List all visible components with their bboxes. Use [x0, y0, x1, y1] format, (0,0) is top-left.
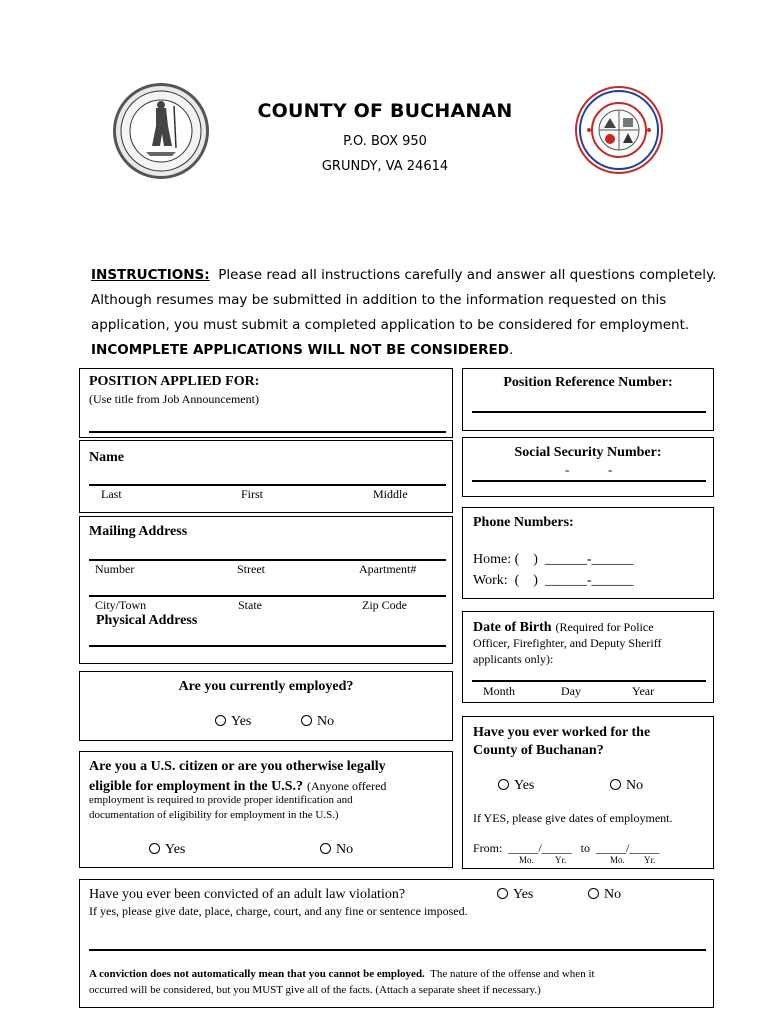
conviction-question: Have you ever been convicted of an adult law violation?	[89, 887, 406, 902]
instructions-warning-end: .	[508, 342, 514, 358]
instructions-line-1	[91, 263, 751, 288]
worked-yes-option[interactable]	[498, 778, 534, 794]
name-first-label: First	[241, 487, 264, 501]
mailing-apartment-label: Apartment#	[359, 562, 417, 576]
mailing-city-label: City/Town	[95, 598, 147, 612]
instructions-line-3: application, you must submit a completed application to be considered for employment.	[91, 317, 690, 333]
mailing-line-2[interactable]	[89, 595, 446, 597]
phone-work-field[interactable]: Work: ( ) ______-______	[473, 573, 634, 588]
worked-yr-1: Yr.	[555, 855, 567, 865]
dob-note-1: (Required for Police	[555, 620, 654, 634]
worked-question-2: County of Buchanan?	[473, 743, 604, 758]
reference-label: Position Reference Number:	[503, 375, 673, 390]
name-last-label: Last	[101, 487, 122, 501]
employed-no-option[interactable]	[301, 714, 334, 730]
name-input-line[interactable]	[89, 484, 446, 486]
phone-home-field[interactable]: Home: ( ) ______-______	[473, 552, 634, 567]
citizen-box	[79, 751, 453, 868]
dob-box	[462, 611, 714, 703]
ssn-label: Social Security Number:	[514, 445, 662, 460]
buchanan-county-seal	[575, 86, 663, 174]
phone-box	[462, 507, 714, 599]
worked-county-box	[462, 716, 714, 869]
citizen-no-label: No	[336, 842, 354, 857]
employed-no-label: No	[317, 714, 335, 729]
address-line-2: GRUNDY, VA 24614	[321, 159, 449, 174]
citizen-note-inline: (Anyone offered	[307, 779, 387, 793]
page-title: COUNTY OF BUCHANAN	[257, 100, 513, 122]
position-applied-box	[79, 368, 453, 438]
dob-note-2: Officer, Firefighter, and Deputy Sheriff	[473, 636, 662, 650]
citizen-yes-radio[interactable]	[149, 843, 160, 854]
instructions-warning: INCOMPLETE APPLICATIONS WILL NOT BE CONSIDERED	[91, 342, 509, 358]
dob-year-label: Year	[632, 684, 655, 698]
mailing-zip-label: Zip Code	[362, 598, 407, 612]
dob-input-line[interactable]	[472, 680, 706, 682]
citizen-yes-label: Yes	[165, 842, 186, 857]
worked-mo-2: Mo.	[610, 855, 625, 865]
employed-no-radio[interactable]	[301, 715, 312, 726]
name-box	[79, 440, 453, 513]
ssn-dash-2: -	[608, 462, 613, 477]
dob-label: Date of Birth	[473, 620, 552, 635]
citizen-note-2: employment is required to provide proper identification and	[89, 794, 353, 806]
phone-label: Phone Numbers:	[473, 515, 574, 530]
address-box	[79, 516, 453, 664]
conviction-statement	[89, 966, 706, 998]
conviction-no-radio[interactable]	[588, 888, 599, 899]
conviction-no-label: No	[604, 887, 622, 902]
ssn-dash-1: -	[565, 462, 570, 477]
worked-no-radio[interactable]	[610, 779, 621, 790]
worked-yes-label: Yes	[514, 778, 535, 793]
employed-box	[79, 671, 453, 741]
citizen-question-2-line	[89, 777, 386, 795]
conviction-input-line[interactable]	[89, 949, 706, 951]
name-label: Name	[89, 450, 124, 465]
worked-yes-radio[interactable]	[498, 779, 509, 790]
mailing-line-1[interactable]	[89, 559, 446, 561]
conviction-yes-radio[interactable]	[497, 888, 508, 899]
ssn-box	[462, 437, 714, 497]
conviction-yes-label: Yes	[513, 887, 534, 902]
employed-yes-radio[interactable]	[215, 715, 226, 726]
citizen-yes-option[interactable]	[149, 842, 185, 858]
employed-yes-label: Yes	[231, 714, 252, 729]
reference-input-line[interactable]	[472, 411, 706, 413]
dob-label-block	[473, 619, 708, 667]
worked-question-1: Have you ever worked for the	[473, 725, 651, 740]
instructions-line-2: Although resumes may be submitted in addition to the information requested on this	[91, 292, 667, 308]
physical-address-label: Physical Address	[96, 613, 198, 628]
position-label: POSITION APPLIED FOR:	[89, 374, 260, 389]
instructions-block	[91, 263, 751, 363]
worked-no-label: No	[626, 778, 644, 793]
worked-mo-1: Mo.	[519, 855, 534, 865]
physical-address-line[interactable]	[89, 645, 446, 647]
citizen-no-option[interactable]	[320, 842, 353, 858]
citizen-question-2: eligible for employment in the U.S.?	[89, 779, 304, 794]
conviction-bold-statement: A conviction does not automatically mean that you cannot be employed.	[89, 968, 425, 980]
instructions-label: INSTRUCTIONS:	[91, 267, 210, 283]
conviction-statement-rest: The nature of the offense and when it	[430, 968, 595, 980]
dob-month-label: Month	[483, 684, 516, 698]
mailing-street-label: Street	[237, 562, 265, 576]
position-input-line[interactable]	[89, 431, 446, 433]
mailing-state-label: State	[238, 598, 262, 612]
conviction-no-option[interactable]	[588, 887, 621, 903]
worked-no-option[interactable]	[610, 778, 643, 794]
conviction-statement-line-2: occurred will be considered, but you MUST give all of the facts. (Attach a separate sheet if necessary.)	[89, 984, 541, 996]
mailing-number-label: Number	[95, 562, 135, 576]
employed-question: Are you currently employed?	[178, 679, 354, 694]
position-note: (Use title from Job Announcement)	[89, 392, 259, 406]
conviction-note: If yes, please give date, place, charge, court, and any fine or sentence imposed.	[89, 904, 468, 918]
citizen-question-1: Are you a U.S. citizen or are you otherwise legally	[89, 759, 386, 774]
worked-from-field[interactable]: From: _____/_____ to _____/_____	[473, 841, 660, 855]
ssn-input-line[interactable]	[472, 480, 706, 482]
citizen-note-3: documentation of eligibility for employment in the U.S.)	[89, 809, 339, 821]
conviction-box	[79, 879, 714, 1008]
citizen-no-radio[interactable]	[320, 843, 331, 854]
name-middle-label: Middle	[373, 487, 408, 501]
dob-note-3: applicants only):	[473, 652, 554, 666]
instructions-text-1: Please read all instructions carefully and answer all questions completely.	[218, 267, 717, 283]
instructions-warning-line	[91, 338, 751, 363]
conviction-yes-option[interactable]	[497, 887, 533, 903]
worked-dates-note: If YES, please give dates of employment.	[473, 811, 673, 825]
dob-day-label: Day	[561, 684, 581, 698]
employed-yes-option[interactable]	[215, 714, 251, 730]
reference-number-box	[462, 368, 714, 431]
mailing-address-label: Mailing Address	[89, 524, 188, 539]
worked-yr-2: Yr.	[644, 855, 656, 865]
address-line-1: P.O. BOX 950	[343, 134, 427, 149]
